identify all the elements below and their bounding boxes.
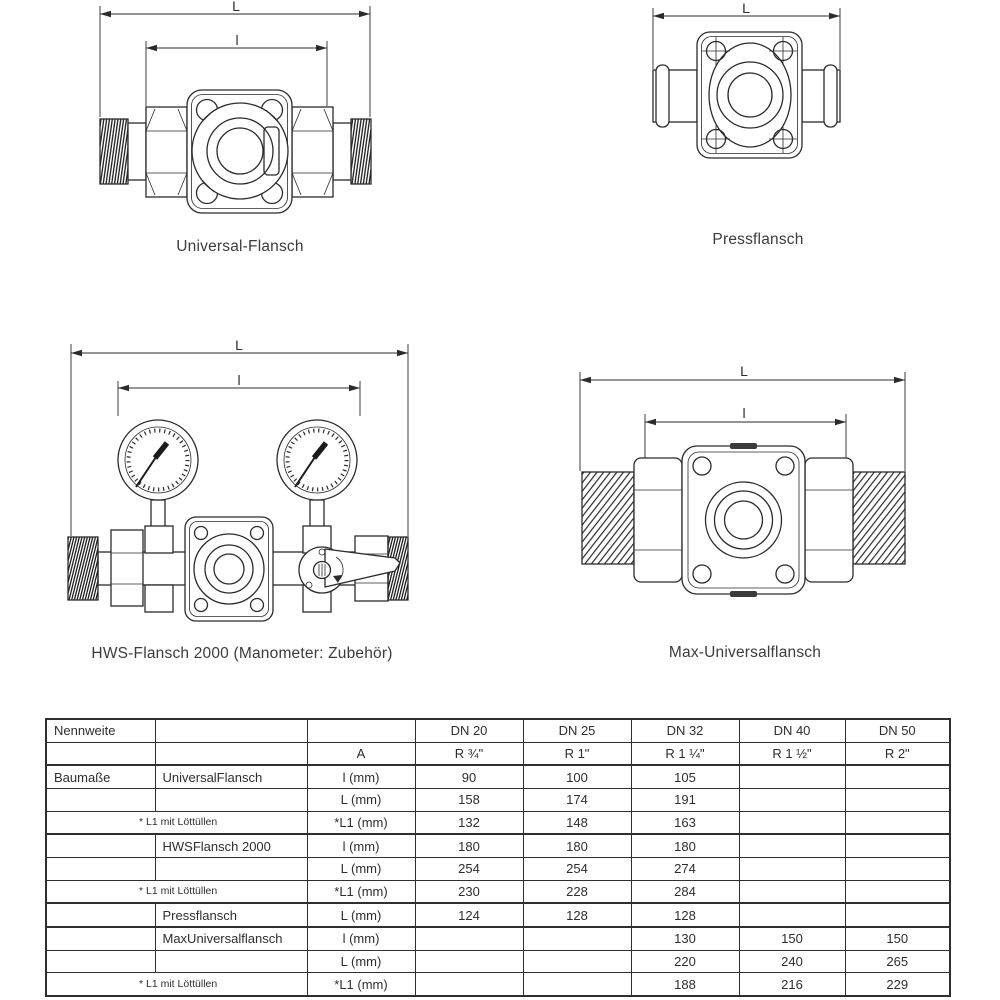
- table-row: [46, 927, 950, 950]
- table-cell: 148: [523, 811, 631, 834]
- table-cell: 274: [631, 857, 739, 880]
- table-row: [46, 788, 950, 811]
- flange-plate: [187, 90, 292, 213]
- row-label: L (mm): [307, 788, 415, 811]
- column-header: R 1 ½": [739, 742, 845, 765]
- row-label: *L1 (mm): [307, 973, 415, 996]
- hws-flansch-drawing: [55, 337, 425, 636]
- table-row: [46, 742, 950, 765]
- column-header: DN 50: [845, 719, 950, 742]
- press-ring: [824, 65, 837, 127]
- row-label: [155, 857, 307, 880]
- table-cell: [845, 788, 950, 811]
- table-row: [46, 903, 950, 927]
- bolt-hole: [693, 565, 711, 583]
- universal-flansch-drawing: [60, 0, 380, 228]
- table-cell: 128: [631, 903, 739, 927]
- column-header: R 1 ¼": [631, 742, 739, 765]
- column-header: [155, 742, 307, 765]
- row-label: l (mm): [307, 834, 415, 857]
- column-header: R ¾": [415, 742, 523, 765]
- flange-tab: [730, 591, 757, 597]
- table-cell: [739, 811, 845, 834]
- table-cell: 254: [415, 857, 523, 880]
- table-cell: 180: [415, 834, 523, 857]
- row-label: L (mm): [307, 857, 415, 880]
- caption-hws-flansch: HWS-Flansch 2000 (Manometer: Zubehör): [91, 645, 393, 662]
- max-universalflansch-drawing: [570, 360, 920, 612]
- column-header: [155, 719, 307, 742]
- bolt-hole: [251, 599, 264, 612]
- table-cell: 150: [845, 927, 950, 950]
- dimension-label-L: L: [235, 337, 243, 353]
- bolt-hole: [693, 457, 711, 475]
- table-cell: [739, 834, 845, 857]
- row-label: [46, 927, 155, 950]
- table-cell: [739, 788, 845, 811]
- table-cell: 228: [523, 880, 631, 903]
- bolt-hole: [195, 527, 208, 540]
- press-ring: [656, 65, 669, 127]
- table-cell: 265: [845, 950, 950, 973]
- table-cell: [739, 765, 845, 788]
- table-cell: 128: [523, 903, 631, 927]
- table-cell: [415, 973, 523, 996]
- table-cell: 230: [415, 880, 523, 903]
- row-label: * L1 mit Löttüllen: [46, 973, 307, 996]
- flange-tab: [730, 443, 757, 449]
- row-label: [46, 903, 155, 927]
- flange-plate: [682, 443, 805, 597]
- table-cell: [739, 857, 845, 880]
- table-row: [46, 811, 950, 834]
- table-cell: 163: [631, 811, 739, 834]
- column-header: R 2": [845, 742, 950, 765]
- table-cell: 180: [523, 834, 631, 857]
- table-cell: [845, 903, 950, 927]
- row-label: l (mm): [307, 927, 415, 950]
- column-header: R 1": [523, 742, 631, 765]
- pressure-gauge: [277, 420, 357, 530]
- row-label: [155, 950, 307, 973]
- column-header: DN 20: [415, 719, 523, 742]
- table-cell: 100: [523, 765, 631, 788]
- dimension-l: [118, 372, 360, 416]
- bolt-hole: [251, 527, 264, 540]
- dimension-label-L: L: [740, 363, 748, 379]
- row-label: [46, 950, 155, 973]
- row-label: [155, 788, 307, 811]
- row-label: UniversalFlansch: [155, 765, 307, 788]
- table-row: [46, 765, 950, 788]
- row-label: L (mm): [307, 950, 415, 973]
- column-header: [307, 719, 415, 742]
- row-label: * L1 mit Löttüllen: [46, 811, 307, 834]
- union-nut: [111, 530, 143, 606]
- table-cell: 180: [631, 834, 739, 857]
- column-header: [46, 742, 155, 765]
- table-cell: 284: [631, 880, 739, 903]
- table-cell: 130: [631, 927, 739, 950]
- table-cell: 132: [415, 811, 523, 834]
- column-header: DN 25: [523, 719, 631, 742]
- column-header: A: [307, 742, 415, 765]
- row-label: *L1 (mm): [307, 880, 415, 903]
- table-cell: [523, 927, 631, 950]
- table-cell: [523, 950, 631, 973]
- table-cell: 254: [523, 857, 631, 880]
- table-row: [46, 834, 950, 857]
- table-row: [46, 719, 950, 742]
- table-cell: 124: [415, 903, 523, 927]
- table-cell: [415, 927, 523, 950]
- caption-pressflansch: Pressflansch: [712, 231, 804, 248]
- pressflansch-drawing: [640, 0, 860, 168]
- caption-universal-flansch: Universal-Flansch: [176, 238, 304, 255]
- table-cell: [739, 903, 845, 927]
- row-label: L (mm): [307, 903, 415, 927]
- pressure-gauge: [118, 420, 198, 530]
- table-cell: [845, 811, 950, 834]
- table-row: [46, 880, 950, 903]
- table-cell: [845, 765, 950, 788]
- dimension-label-l: l: [742, 405, 746, 421]
- row-label: MaxUniversalflansch: [155, 927, 307, 950]
- table-cell: 174: [523, 788, 631, 811]
- column-header: DN 40: [739, 719, 845, 742]
- dimension-spec-table: [45, 718, 951, 997]
- row-label: [46, 788, 155, 811]
- table-cell: [845, 857, 950, 880]
- dimension-label-L: L: [232, 0, 240, 14]
- bolt-hole: [195, 599, 208, 612]
- row-label: Pressflansch: [155, 903, 307, 927]
- row-label: *L1 (mm): [307, 811, 415, 834]
- table-cell: 150: [739, 927, 845, 950]
- table-cell: 158: [415, 788, 523, 811]
- table-cell: 220: [631, 950, 739, 973]
- dimension-label-l: l: [235, 32, 239, 48]
- table-row: [46, 950, 950, 973]
- flange-plate: [185, 517, 273, 621]
- row-label: HWSFlansch 2000: [155, 834, 307, 857]
- row-label: [46, 857, 155, 880]
- caption-max-universalflansch: Max-Universalflansch: [668, 644, 822, 661]
- column-header: Nennweite: [46, 719, 155, 742]
- table-cell: 105: [631, 765, 739, 788]
- table-cell: 90: [415, 765, 523, 788]
- table-cell: [845, 834, 950, 857]
- boss-tab: [264, 127, 279, 175]
- table-cell: 240: [739, 950, 845, 973]
- table-cell: 216: [739, 973, 845, 996]
- table-cell: [523, 973, 631, 996]
- bolt-hole: [776, 565, 794, 583]
- table-cell: 229: [845, 973, 950, 996]
- dimension-label-L: L: [742, 0, 750, 16]
- dimension-label-l: l: [237, 372, 241, 388]
- column-header: DN 32: [631, 719, 739, 742]
- table-cell: [845, 880, 950, 903]
- table-cell: 191: [631, 788, 739, 811]
- bolt-hole: [776, 457, 794, 475]
- table-cell: [739, 880, 845, 903]
- table-cell: [415, 950, 523, 973]
- table-row: [46, 973, 950, 996]
- flange-plate: [697, 32, 802, 158]
- threaded-end: [68, 537, 98, 600]
- table-cell: 188: [631, 973, 739, 996]
- table-row: [46, 857, 950, 880]
- row-label: * L1 mit Löttüllen: [46, 880, 307, 903]
- dimension-L: [71, 337, 408, 536]
- row-label: l (mm): [307, 765, 415, 788]
- row-label: Baumaße: [46, 765, 155, 788]
- row-label: [46, 834, 155, 857]
